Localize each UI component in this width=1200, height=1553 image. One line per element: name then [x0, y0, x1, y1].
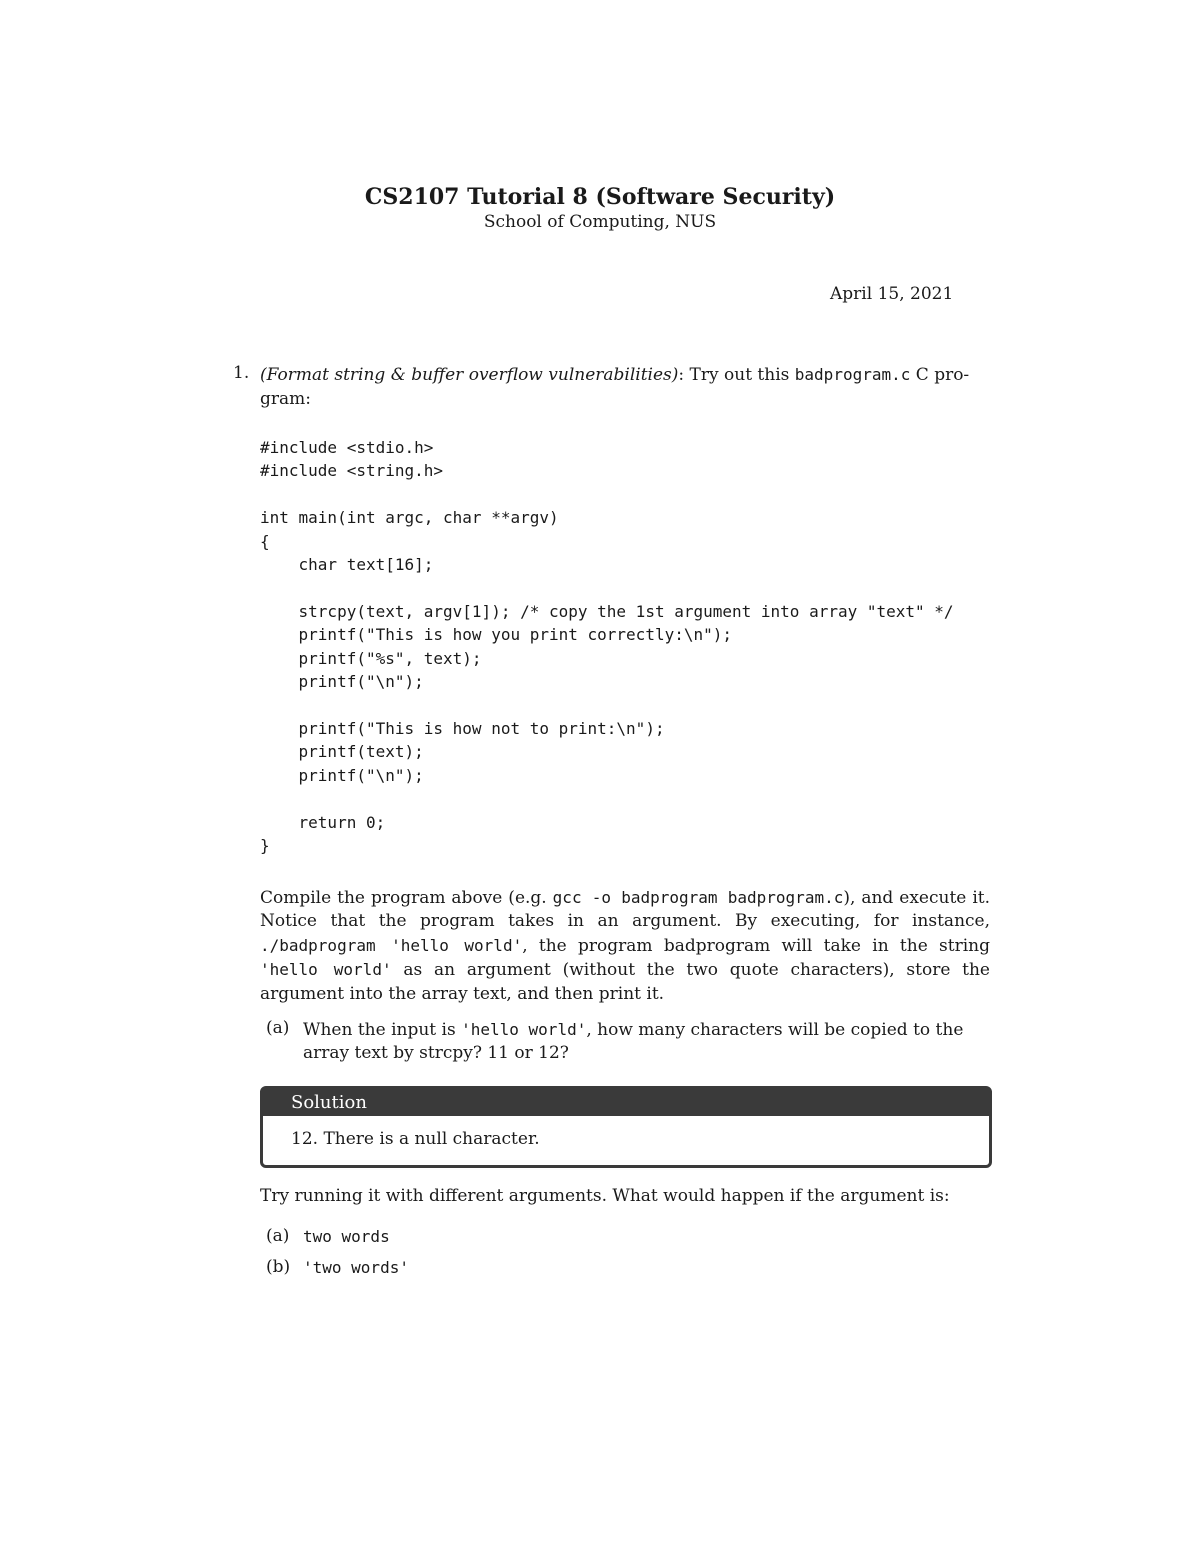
subquestion-a-text: [303, 1018, 990, 1066]
document-title: CS2107 Tutorial 8 (Software Security): [364, 184, 836, 210]
option-a-value: two words: [303, 1227, 390, 1246]
intro-text-before: : Try out this: [678, 365, 795, 385]
para-text-3: , the program badprogram will take in the string: [522, 935, 991, 956]
document-date: April 15, 2021: [830, 284, 954, 304]
para-text-2: ), and execute it. Notice that the program takes in an argument. By executing, for instance,: [260, 888, 990, 932]
option-b-value: 'two words': [303, 1258, 409, 1277]
para-text-1: Compile the program above (e.g.: [260, 888, 553, 908]
document-subtitle: School of Computing, NUS: [483, 212, 717, 232]
subquestion-a-input: 'hello world': [461, 1020, 587, 1039]
para-text-4: as an argument (without the two quote characters), store the argument into the array text, and then print it.: [260, 960, 990, 1004]
subquestion-a-label: (a): [266, 1018, 290, 1038]
solution-header: Solution: [263, 1089, 989, 1116]
try-prompt: Try running it with different arguments. What would happen if the argument is:: [260, 1186, 950, 1206]
question-intro: [260, 363, 990, 411]
run-command: ./badprogram 'hello world': [260, 935, 523, 955]
subquestion-a-text-1: When the input is: [303, 1020, 462, 1040]
compile-instructions: [260, 886, 990, 1006]
question-topic: (Format string & buffer overflow vulnerabilities): [260, 365, 679, 385]
option-a-label: (a): [266, 1226, 290, 1246]
option-b-label: (b): [266, 1257, 291, 1277]
solution-box: [260, 1086, 992, 1168]
solution-body: 12. There is a null character.: [291, 1129, 540, 1149]
question-number: 1.: [233, 363, 250, 383]
intro-text-after: C pro-gram:: [260, 365, 970, 409]
compile-command: gcc -o badprogram badprogram.c: [552, 888, 844, 907]
string-literal: 'hello world': [260, 960, 392, 980]
intro-filename: badprogram.c: [794, 365, 911, 384]
subquestion-a-text-2: , how many characters will be copied to the array text by strcpy? 11 or 12?: [303, 1020, 964, 1064]
code-listing: #include <stdio.h> #include <string.h> int main(int argc, char **argv) { char text[16]; strcpy(text, argv[1]); /* copy the 1st argument into array "text" */ printf("This is how you print correctly:\n"); printf("%s", text); printf("\n"); printf("This is how not to print:\n"); printf(text); printf("\n"); return 0; }: [260, 438, 954, 855]
